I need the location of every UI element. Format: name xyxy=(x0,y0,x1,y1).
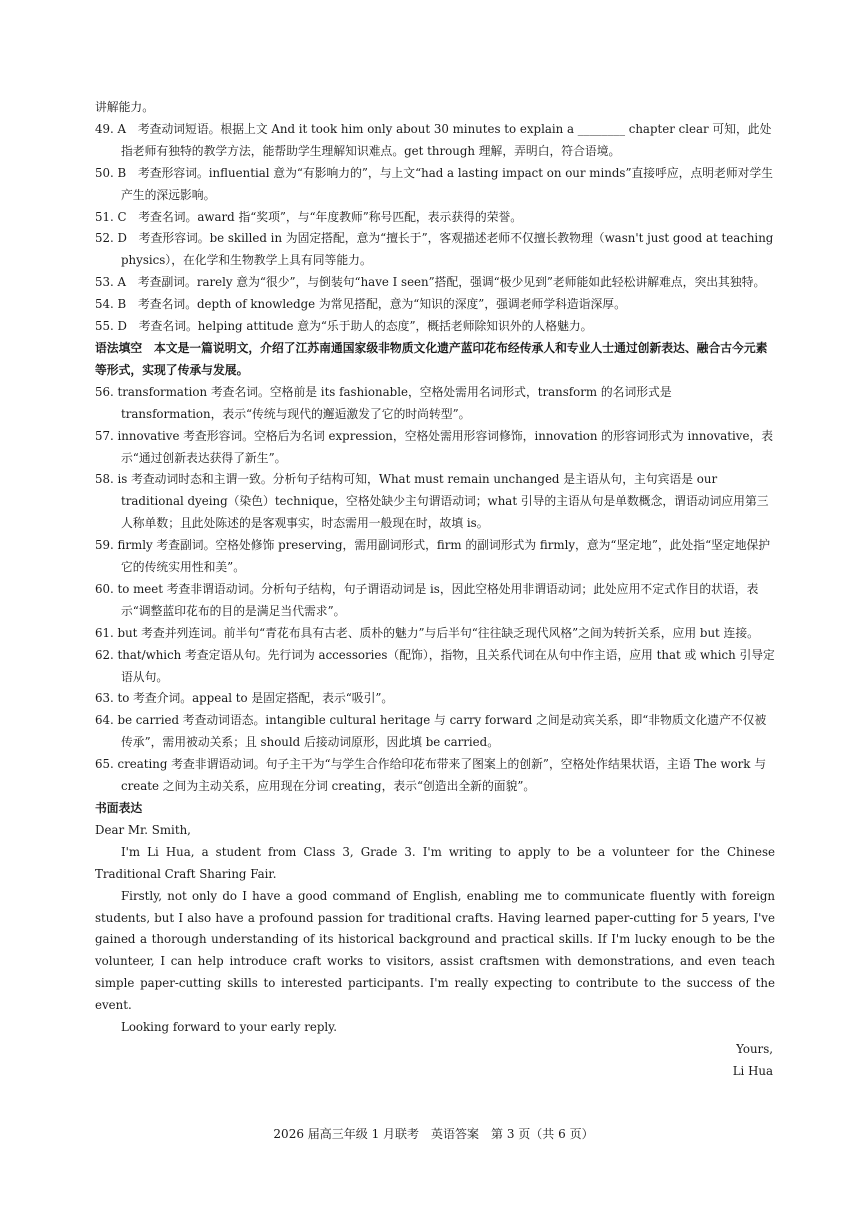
item-number: 58. xyxy=(95,472,114,487)
item-text: innovative 考查形容词。空格后为名词 expression，空格处需用形容词修饰，innovation 的形容词形式为 innovative，表示“通过创新表达获得了新生”。 xyxy=(117,428,774,465)
item-number: 59. xyxy=(95,538,114,553)
item-text: 考查名词。helping attitude 意为“乐于助人的态度”，概括老师除知识外的人格魅力。 xyxy=(138,319,593,334)
item-text: that/which 考查定语从句。先行词为 accessories（配饰），指物，且关系代词在从句中作主语，应用 that 或 which 引导定语从句。 xyxy=(117,647,775,684)
item-text: transformation 考查名词。空格前是 its fashionable，空格处需用名词形式，transform 的名词形式是 transformation，表示“传统与现代的邂逅激发了它的时尚转型”。 xyxy=(117,384,672,421)
item-number: 63. xyxy=(95,691,114,706)
letter-paragraph-3: Looking forward to your early reply. xyxy=(121,1020,338,1035)
answer-item-61 xyxy=(95,623,775,645)
item-text: 考查形容词。be skilled in 为固定搭配，意为“擅长于”，客观描述老师不仅擅长教物理（wasn't just good at teaching physics），在化学和生物教学上具有同等能力。 xyxy=(121,231,774,268)
answer-item-52 xyxy=(95,228,775,272)
answer-item-53 xyxy=(95,272,775,294)
item-number: 53. A xyxy=(95,275,127,290)
answer-item-51 xyxy=(95,207,775,229)
letter-signature: Li Hua xyxy=(732,1063,773,1078)
content-block xyxy=(95,97,775,1083)
item-text: is 考查动词时态和主谓一致。分析句子结构可知，What must remain unchanged 是主语从句，主句宾语是 our traditional dyeing（染色）technique，空格处缺少主句谓语动词；what 引导的主语从句是单数概念，谓语动词应用第三人称单数；且此处陈述的是客观事实，时态需用一般现在时，故填 is。 xyxy=(117,472,769,531)
item-number: 52. D xyxy=(95,231,127,246)
page-footer: 2026 届高三年级 1 月联考 英语答案 第 3 页（共 6 页） xyxy=(273,1127,594,1141)
item-text: 考查形容词。influential 意为“有影响力的”，与上文“had a lasting impact on our minds”直接呼应，点明老师对学生产生的深远影响。 xyxy=(121,165,774,202)
item-number: 62. xyxy=(95,647,114,662)
item-text: firmly 考查副词。空格处修饰 preserving，需用副词形式，firm 的副词形式为 firmly，意为“坚定地”，此处指“坚定地保护它的传统实用性和美”。 xyxy=(117,538,771,575)
answer-item-57 xyxy=(95,426,775,470)
item-number: 54. B xyxy=(95,297,127,312)
answer-item-56 xyxy=(95,382,775,426)
item-number: 60. xyxy=(95,581,114,596)
item-text: creating 考查非谓语动词。句子主干为“与学生合作给印花布带来了图案上的创新”，空格处作结果状语，主语 The work 与 create 之间为主动关系，应用现在分词 creating，表示“创造出全新的面貌”。 xyxy=(117,757,767,794)
letter-salutation: Dear Mr. Smith, xyxy=(95,822,191,837)
item-number: 56. xyxy=(95,384,114,399)
letter-paragraph-1: I'm Li Hua, a student from Class 3, Grade 3. I'm writing to apply to be a volunteer for the Chinese Traditional Craft Sharing Fair. xyxy=(95,844,775,881)
answer-item-55 xyxy=(95,316,775,338)
item-number: 49. A xyxy=(95,121,127,136)
letter-paragraph-2: Firstly, not only do I have a good command of English, enabling me to communicate fluently with foreign students, but I also have a profound passion for traditional crafts. Having learned paper-cutting for 5 years, I've gained a thorough understanding of its historical background and practical skills. If I'm lucky enough to be the volunteer, I can help introduce craft works to visitors, assist craftsmen with demonstrations, and even teach simple paper-cutting skills to interested participants. I'm really expecting to contribute to the success of the event. xyxy=(95,888,775,1013)
item-text: 考查副词。rarely 意为“很少”，与倒装句“have I seen”搭配，强调“极少见到”老师能如此轻松讲解难点，突出其独特。 xyxy=(137,275,766,290)
answer-item-60 xyxy=(95,579,775,623)
intro-line: 讲解能力。 xyxy=(95,100,154,114)
answer-item-50 xyxy=(95,163,775,207)
item-number: 64. xyxy=(95,713,114,728)
writing-heading: 书面表达 xyxy=(95,801,143,815)
answer-item-65 xyxy=(95,754,775,798)
item-number: 57. xyxy=(95,428,114,443)
item-text: 考查名词。depth of knowledge 为常见搭配，意为“知识的深度”，强调老师学科造诣深厚。 xyxy=(138,297,626,312)
item-text: 考查动词短语。根据上文 And it took him only about 30 minutes to explain a ________ chapter clear 可知，此处指老师有独特的教学方法，能帮助学生理解知识难点。get through 理解，弄明白，符合语境。 xyxy=(121,121,772,158)
letter-closing: Yours, xyxy=(736,1041,773,1056)
item-text: be carried 考查动词语态。intangible cultural heritage 与 carry forward 之间是动宾关系，即“非物质文化遗产不仅被传承”，需用被动关系；且 should 后接动词原形，因此填 be carried。 xyxy=(117,713,767,750)
item-number: 51. C xyxy=(95,209,127,224)
item-number: 65. xyxy=(95,757,114,772)
item-text: to meet 考查非谓语动词。分析句子结构，句子谓语动词是 is，因此空格处用非谓语动词；此处应用不定式作目的状语，表示“调整蓝印花布的目的是满足当代需求”。 xyxy=(117,581,759,618)
item-number: 50. B xyxy=(95,165,127,180)
answer-item-62 xyxy=(95,645,775,689)
grammar-heading: 语法填空 本文是一篇说明文，介绍了江苏南通国家级非物质文化遗产蓝印花布经传承人和专业人士通过创新表达、融合古今元素等形式，实现了传承与发展。 xyxy=(95,340,768,377)
item-number: 55. D xyxy=(95,319,127,334)
answer-item-64 xyxy=(95,710,775,754)
answer-item-49 xyxy=(95,119,775,163)
answer-item-59 xyxy=(95,535,775,579)
item-text: 考查名词。award 指“奖项”，与“年度教师”称号匹配，表示获得的荣誉。 xyxy=(138,209,523,224)
item-text: to 考查介词。appeal to 是固定搭配，表示“吸引”。 xyxy=(117,691,394,706)
item-text: but 考查并列连词。前半句“青花布具有古老、质朴的魅力”与后半句“往往缺乏现代风格”之间为转折关系，应用 but 连接。 xyxy=(117,625,759,640)
answer-item-58 xyxy=(95,469,775,535)
answer-item-63 xyxy=(95,688,775,710)
answer-item-54 xyxy=(95,294,775,316)
item-number: 61. xyxy=(95,625,114,640)
